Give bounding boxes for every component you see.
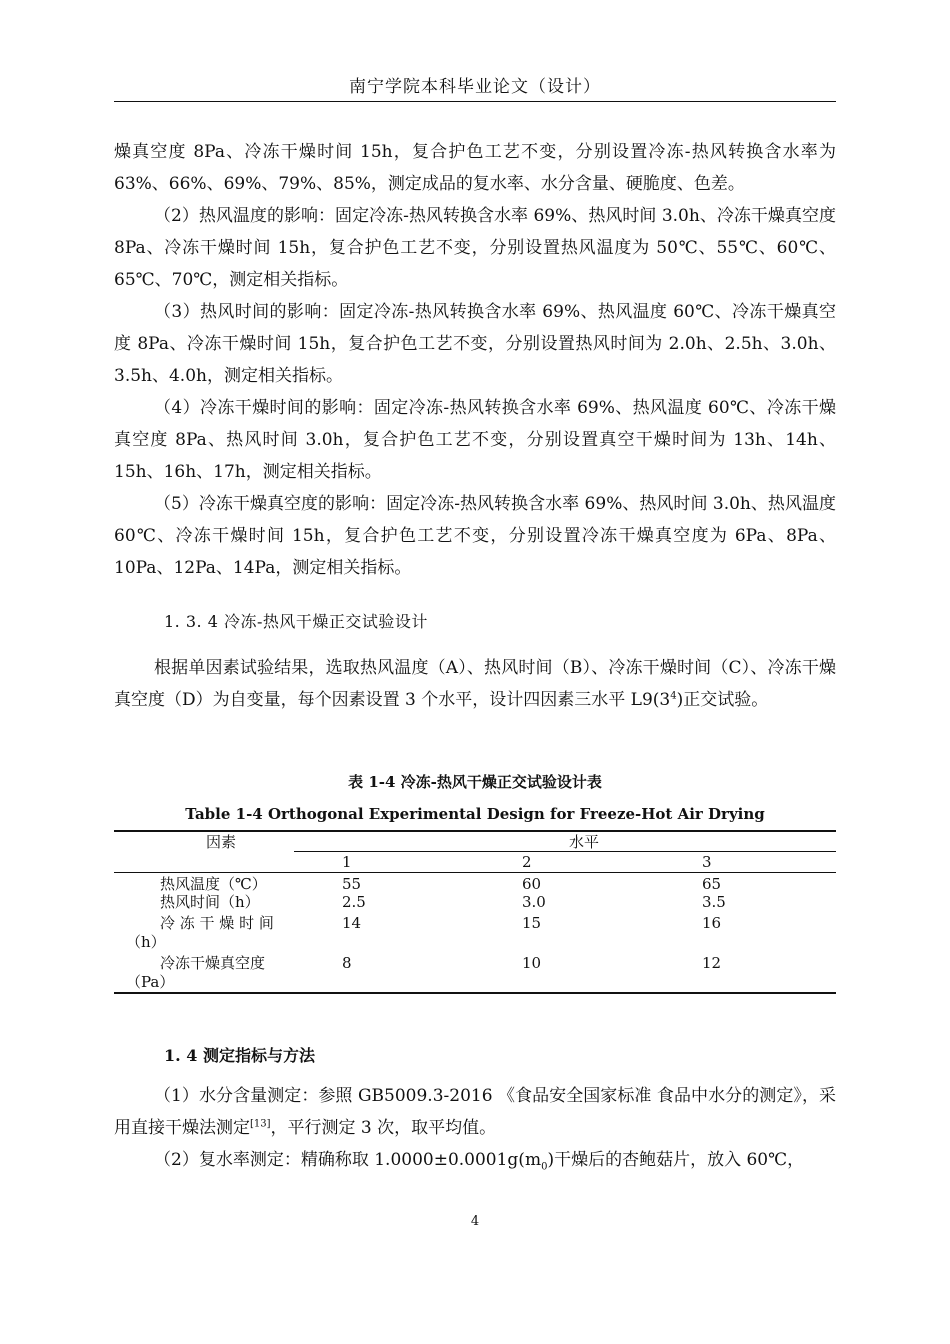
factor-freeze-drying-time-unit: （h） bbox=[126, 933, 166, 951]
section-heading-1-3-4: 1. 3. 4 冷冻-热风干燥正交试验设计 bbox=[164, 612, 428, 631]
moisture-text: （1）水分含量测定：参照 GB5009.3-2016 《食品安全国家标准 食品中水分的测定》，采用直接干燥法测定 bbox=[114, 1086, 836, 1138]
moisture-text-tail: ，平行测定 3 次，取平均值。 bbox=[270, 1118, 497, 1138]
paragraph-orthogonal-design bbox=[114, 652, 836, 716]
paragraph-freeze-drying-time: （4）冷冻干燥时间的影响：固定冷冻-热风转换含水率 69%、热风温度 60℃、冷冻干燥真空度 8Pa、热风时间 3.0h，复合护色工艺不变，分别设置真空干燥时间为 13h、14h、15h、16h、17h，测定相关指标。 bbox=[114, 398, 836, 482]
table-bottom-rule bbox=[114, 992, 836, 994]
table-cell: 12 bbox=[702, 954, 722, 972]
table-cell: 10 bbox=[522, 954, 542, 972]
rehydration-text-tail: )干燥后的杏鲍菇片，放入 60℃， bbox=[547, 1150, 805, 1170]
level-3-header: 3 bbox=[702, 853, 712, 871]
orthogonal-superscript: 4 bbox=[670, 690, 677, 702]
table-cell: 3.0 bbox=[522, 893, 546, 911]
running-header: 南宁学院本科毕业论文（设计） bbox=[349, 77, 601, 97]
table-cell: 8 bbox=[342, 954, 352, 972]
table-caption-en: Table 1-4 Orthogonal Experimental Design for Freeze-Hot Air Drying bbox=[185, 805, 765, 823]
factor-hot-air-time: 热风时间（h） bbox=[160, 893, 260, 911]
table-cell: 2.5 bbox=[342, 893, 366, 911]
table-cell: 14 bbox=[342, 914, 362, 932]
paragraph-continued: 燥真空度 8Pa、冷冻干燥时间 15h，复合护色工艺不变，分别设置冷冻-热风转换含水率为 63%、66%、69%、79%、85%，测定成品的复水率、水分含量、硬脆度、色差。 bbox=[114, 142, 836, 194]
table-cell: 65 bbox=[702, 875, 722, 893]
page-number: 4 bbox=[470, 1214, 480, 1229]
factor-hot-air-temperature: 热风温度（℃） bbox=[160, 875, 267, 893]
body-text-bottom bbox=[114, 1040, 836, 1176]
table-cell: 60 bbox=[522, 875, 542, 893]
table-caption-cn: 表 1-4 冷冻-热风干燥正交试验设计表 bbox=[348, 773, 602, 791]
table-cell: 3.5 bbox=[702, 893, 726, 911]
paragraph-hot-air-time: （3）热风时间的影响：固定冷冻-热风转换含水率 69%、热风温度 60℃、冷冻干燥真空度 8Pa、冷冻干燥时间 15h，复合护色工艺不变，分别设置热风时间为 2.0h、2.5h、3.0h、3.5h、4.0h，测定相关指标。 bbox=[114, 302, 836, 386]
factor-header: 因素 bbox=[206, 833, 237, 851]
table-cell: 15 bbox=[522, 914, 542, 932]
level-header: 水平 bbox=[569, 833, 600, 851]
table-cell: 55 bbox=[342, 875, 362, 893]
rehydration-text: （2）复水率测定：精确称取 1.0000±0.0001g(m bbox=[154, 1150, 542, 1170]
factor-freeze-drying-vacuum-unit: （Pa） bbox=[126, 973, 175, 991]
table-header-rule bbox=[114, 872, 836, 873]
orthogonal-text-tail: )正交试验。 bbox=[676, 690, 769, 710]
table-cell: 16 bbox=[702, 914, 722, 932]
table-top-rule bbox=[114, 830, 836, 832]
paragraph-hot-air-temperature: （2）热风温度的影响：固定冷冻-热风转换含水率 69%、热风时间 3.0h、冷冻干燥真空度 8Pa、冷冻干燥时间 15h，复合护色工艺不变，分别设置热风温度为 50℃、55℃、60℃、65℃、70℃，测定相关指标。 bbox=[114, 206, 836, 290]
orthogonal-text: 根据单因素试验结果，选取热风温度（A）、热风时间（B）、冷冻干燥时间（C）、冷冻干燥真空度（D）为自变量，每个因素设置 3 个水平，设计四因素三水平 L9(3 bbox=[114, 658, 836, 710]
section-heading-1-4: 1. 4 测定指标与方法 bbox=[164, 1046, 315, 1065]
paragraph-moisture-content bbox=[114, 1080, 836, 1144]
rehydration-subscript: 0 bbox=[541, 1161, 548, 1173]
header-rule bbox=[114, 101, 836, 102]
paragraph-rehydration bbox=[114, 1144, 836, 1176]
factor-freeze-drying-vacuum: 冷冻干燥真空度 bbox=[160, 954, 266, 972]
level-1-header: 1 bbox=[342, 853, 352, 871]
level-2-header: 2 bbox=[522, 853, 532, 871]
paragraph-freeze-drying-vacuum: （5）冷冻干燥真空度的影响：固定冷冻-热风转换含水率 69%、热风时间 3.0h、热风温度 60℃、冷冻干燥时间 15h，复合护色工艺不变，分别设置冷冻干燥真空度为 6Pa、8Pa、10Pa、12Pa、14Pa，测定相关指标。 bbox=[114, 494, 836, 578]
citation-13: [13] bbox=[250, 1118, 271, 1130]
table-level-rule bbox=[294, 851, 836, 852]
factor-freeze-drying-time: 冷 冻 干 燥 时 间 bbox=[160, 914, 274, 932]
body-text-top bbox=[114, 136, 836, 716]
